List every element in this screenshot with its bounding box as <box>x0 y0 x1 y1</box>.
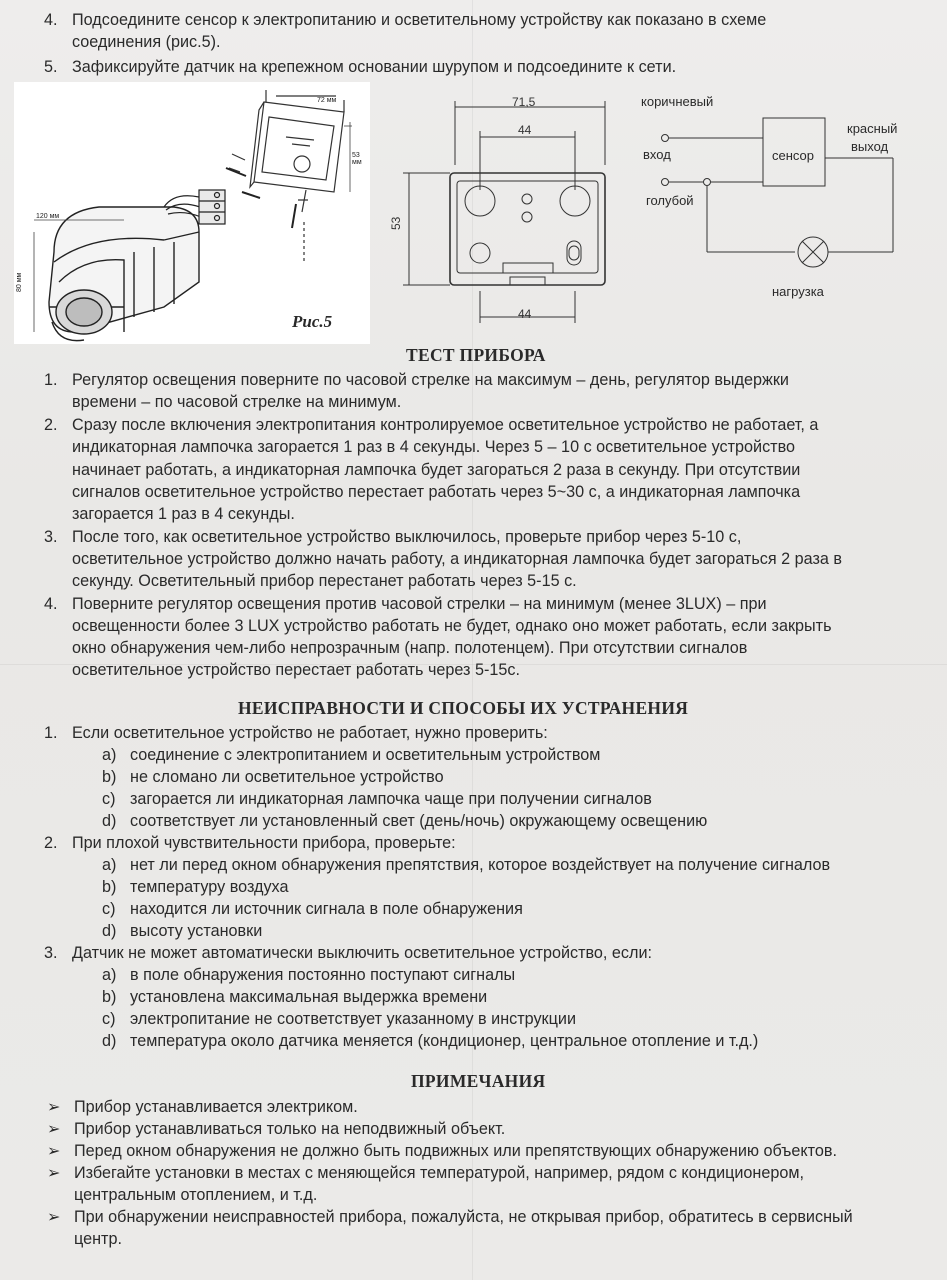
note-bullet: ➢ <box>47 1142 61 1160</box>
step-text: соединения (рис.5). <box>72 33 221 51</box>
fault-sub-text: соответствует ли установленный свет (день/ночь) окружающему освещению <box>130 812 708 830</box>
note-text: Прибор устанавливаться только на неподвижный объект. <box>74 1120 506 1138</box>
test-item-text: Поверните регулятор освещения против часовой стрелки – на минимум (менее 3LUX) – при <box>72 595 767 613</box>
wire-output: выход <box>851 139 889 154</box>
dim-side: 53 <box>389 216 403 230</box>
fault-sub-letter: b) <box>102 988 117 1006</box>
note-text: При обнаружении неисправностей прибора, пожалуйста, не открывая прибор, обратитесь в сервисный <box>74 1208 853 1226</box>
section-title-faults: НЕИСПРАВНОСТИ И СПОСОБЫ ИХ УСТРАНЕНИЯ <box>238 698 689 718</box>
wire-red: красный <box>847 121 898 136</box>
step-text: Зафиксируйте датчик на крепежном основании шурупом и подсоедините к сети. <box>72 58 677 76</box>
step-text: Подсоедините сенсор к электропитанию и осветительному устройству как показано в схеме <box>72 11 767 29</box>
test-item-text: секунду. Осветительный прибор перестанет работать через 5-15 с. <box>72 572 577 590</box>
dim-depth: 80 мм <box>16 272 23 292</box>
fault-text: Датчик не может автоматически выключить осветительное устройство, если: <box>72 944 653 962</box>
fault-number: 2. <box>44 834 58 852</box>
note-bullet: ➢ <box>47 1164 61 1182</box>
test-item-number: 1. <box>44 371 58 389</box>
test-item-text: освещенности более 3 LUX устройство работать не будет, однако оно может работать, если закрыть <box>72 617 832 635</box>
fault-sub-letter: d) <box>102 922 117 940</box>
fault-sub-text: загорается ли индикаторная лампочка чаще при получении сигналов <box>130 790 652 808</box>
fault-sub-text: температура около датчика меняется (кондиционер, центральное отопление и т.д.) <box>130 1032 759 1050</box>
test-item-text: Регулятор освещения поверните по часовой стрелке на максимум – день, регулятор выдержки <box>72 371 789 389</box>
fault-text: При плохой чувствительности прибора, проверьте: <box>72 834 456 852</box>
fault-sub-letter: c) <box>102 1010 116 1028</box>
dim-top-inner: 44 <box>518 123 532 137</box>
note-text: центр. <box>74 1230 122 1248</box>
fault-sub-letter: c) <box>102 790 116 808</box>
dim-length: 120 мм <box>36 213 60 220</box>
dim-width: 72 мм <box>317 97 337 104</box>
fault-sub-text: высоту установки <box>130 922 263 940</box>
technical-drawing <box>395 95 615 335</box>
fault-sub-letter: b) <box>102 768 117 786</box>
dim-top-outer: 71,5 <box>512 95 536 109</box>
step-number: 5. <box>44 58 58 76</box>
section-title-test: ТЕСТ ПРИБОРА <box>406 345 546 365</box>
test-item-text: осветительное устройство перестает работать через 5-15с. <box>72 661 520 679</box>
fault-sub-letter: b) <box>102 878 117 896</box>
note-bullet: ➢ <box>47 1120 61 1138</box>
fault-sub-text: температуру воздуха <box>130 878 289 896</box>
fault-sub-letter: c) <box>102 900 116 918</box>
note-bullet: ➢ <box>47 1208 61 1226</box>
test-item-text: сигналов осветительное устройство перестает работать через 5~30 с, а индикаторная лампочка <box>72 483 801 501</box>
dim-bottom: 44 <box>518 307 532 321</box>
test-item-number: 3. <box>44 528 58 546</box>
note-text: центральным отоплением, и т.д. <box>74 1186 318 1204</box>
load-label: нагрузка <box>772 284 824 299</box>
fault-sub-text: в поле обнаружения постоянно поступают сигналы <box>130 966 516 984</box>
test-item-text: загорается 1 раз в 4 секунды. <box>72 505 295 523</box>
fault-sub-text: нет ли перед окном обнаружения препятствия, которое воздействует на получение сигналов <box>130 856 831 874</box>
test-item-number: 2. <box>44 416 58 434</box>
fault-number: 3. <box>44 944 58 962</box>
test-item-number: 4. <box>44 595 58 613</box>
dim-height: 53 мм <box>352 152 362 166</box>
fault-sub-text: не сломано ли осветительное устройство <box>130 768 444 786</box>
test-item-text: времени – по часовой стрелке на минимум. <box>72 393 402 411</box>
note-text: Прибор устанавливается электриком. <box>74 1098 358 1116</box>
wire-brown: коричневый <box>641 94 714 109</box>
fault-sub-text: установлена максимальная выдержка времени <box>130 988 488 1006</box>
section-title-notes: ПРИМЕЧАНИЯ <box>411 1071 546 1091</box>
note-bullet: ➢ <box>47 1098 61 1116</box>
fault-sub-letter: a) <box>102 856 117 874</box>
note-text: Избегайте установки в местах с меняющейся температурой, например, рядом с кондиционером, <box>74 1164 805 1182</box>
test-item-text: После того, как осветительное устройство выключилось, проверьте прибор через 5-10 с, <box>72 528 742 546</box>
wiring-diagram <box>655 110 915 290</box>
wire-blue: голубой <box>646 193 694 208</box>
fault-sub-letter: a) <box>102 966 117 984</box>
step-number: 4. <box>44 11 58 29</box>
test-item-text: индикаторная лампочка загорается 1 раз в 4 секунды. Через 5 – 10 с осветительное устройство <box>72 438 796 456</box>
fault-text: Если осветительное устройство не работает, нужно проверить: <box>72 724 548 742</box>
fault-sub-letter: d) <box>102 812 117 830</box>
fault-sub-letter: a) <box>102 746 117 764</box>
test-item-text: Сразу после включения электропитания контролируемое осветительное устройство не работает, а <box>72 416 819 434</box>
fault-sub-text: находится ли источник сигнала в поле обнаружения <box>130 900 523 918</box>
test-item-text: начинает работать, а индикаторная лампочка будет загораться 2 раза в секунду. При отсутствии <box>72 461 801 479</box>
test-item-text: окно обнаружения чем-либо непрозрачным (напр. полотенцем). При отсутствии сигналов <box>72 639 748 657</box>
sensor-illustration <box>14 82 370 344</box>
note-text: Перед окном обнаружения не должно быть подвижных или препятствующих обнаружению объектов. <box>74 1142 837 1160</box>
wire-input: вход <box>643 147 671 162</box>
fault-sub-letter: d) <box>102 1032 117 1050</box>
fault-sub-text: соединение с электропитанием и осветительным устройством <box>130 746 601 764</box>
test-item-text: осветительное устройство должно начать работу, а индикаторная лампочка будет загораться 2 раза в <box>72 550 842 568</box>
figure-caption: Рис.5 <box>292 312 333 331</box>
fault-number: 1. <box>44 724 58 742</box>
sensor-label: сенсор <box>772 148 815 163</box>
fault-sub-text: электропитание не соответствует указанному в инструкции <box>130 1010 576 1028</box>
figure-5 <box>14 82 370 344</box>
